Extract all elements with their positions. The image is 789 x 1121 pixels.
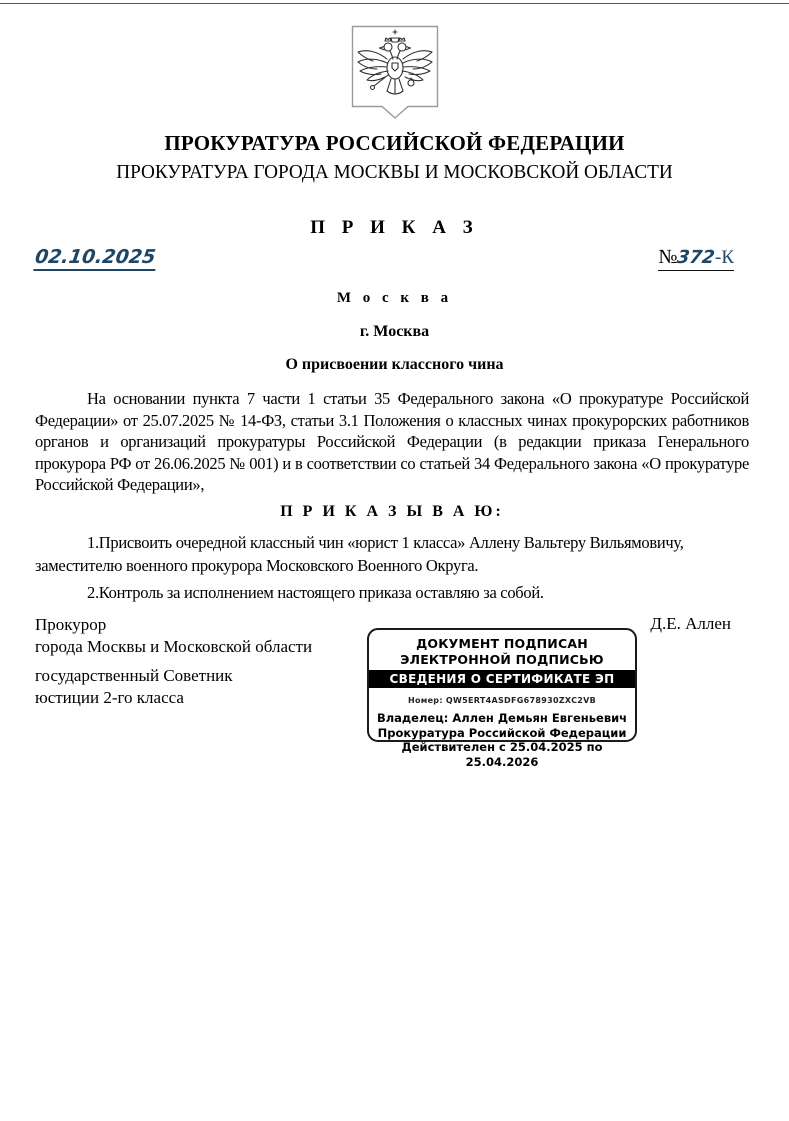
order-item <box>35 581 749 604</box>
stamp-header <box>369 630 635 667</box>
number-suffix: -К <box>715 247 734 268</box>
coat-of-arms-icon <box>351 25 439 121</box>
stamp-header-line2: ЭЛЕКТРОННОЙ ПОДПИСЬЮ <box>400 651 604 667</box>
org-name-primary: ПРОКУРАТУРА РОССИЙСКОЙ ФЕДЕРАЦИИ <box>164 131 625 155</box>
order-title: П Р И К А З <box>310 217 479 238</box>
decree-heading: П Р И К А З Ы В А Ю: <box>280 503 504 520</box>
spacer <box>35 658 355 665</box>
signature-block <box>35 614 355 709</box>
number-sign: № <box>658 246 678 268</box>
item-text: Присвоить очередной классный чин «юрист 1 класса» Аллену Вальтеру Вильямовичу, заместителю военного прокурора Московского Военного Округа. <box>35 533 684 575</box>
order-items <box>35 531 749 608</box>
order-subject: О присвоении классного чина <box>285 356 504 373</box>
signer-name: Д.Е. Аллен <box>650 614 731 633</box>
stamp-header-line1: ДОКУМЕНТ ПОДПИСАН <box>416 636 588 651</box>
preamble-paragraph: На основании пункта 7 части 1 статьи 35 Федерального закона «О прокуратуре Российской Федерации» от 25.07.2025 № 14-ФЗ, статьи 3.1 Положения о классных чинах прокурорских работников органов и организаций прокуратуры Российской Федерации (в редакции приказа Генерального прокурора РФ от 26.06.2025 № 001) и в соответствии со статьей 34 Федерального закона «О прокуратуре Российской Федерации», <box>35 389 749 495</box>
org-name-secondary: ПРОКУРАТУРА ГОРОДА МОСКВЫ И МОСКОВСКОЙ ОБЛАСТИ <box>116 161 673 183</box>
stamp-validity: Действителен с 25.04.2025 по 25.04.2026 <box>401 740 603 769</box>
stamp-certificate-bar: СВЕДЕНИЯ О СЕРТИФИКАТЕ ЭП <box>369 670 635 688</box>
stamp-owner: Владелец: Аллен Демьян Евгеньевич <box>376 711 628 725</box>
top-border-line <box>0 3 789 4</box>
signer-position-line1: Прокурор <box>35 615 107 634</box>
stamp-details <box>369 711 635 769</box>
order-item <box>35 531 749 577</box>
signer-rank-line1: государственный Советник <box>35 666 233 685</box>
order-date: 02.10.2025 <box>33 246 159 271</box>
number-value: 372 <box>675 247 717 268</box>
stamp-certificate-number: Номер: QW5ERT4ASDFG678930ZXC2VB <box>407 696 597 705</box>
stamp-org: Прокуратура Российской Федерации <box>377 725 627 740</box>
date-number-row <box>35 246 734 274</box>
city-spaced-label: М о с к в а <box>336 290 453 306</box>
item-text: Контроль за исполнением настоящего приказа оставляю за собой. <box>98 583 544 602</box>
city-label: г. Москва <box>359 323 430 340</box>
signer-rank-line2: юстиции 2-го класса <box>35 688 184 707</box>
signer-position-line2: города Москвы и Московской области <box>35 637 313 656</box>
digital-signature-stamp <box>367 628 637 769</box>
order-number <box>658 246 734 271</box>
item-number: 1. <box>87 533 99 552</box>
item-number: 2. <box>87 583 99 602</box>
